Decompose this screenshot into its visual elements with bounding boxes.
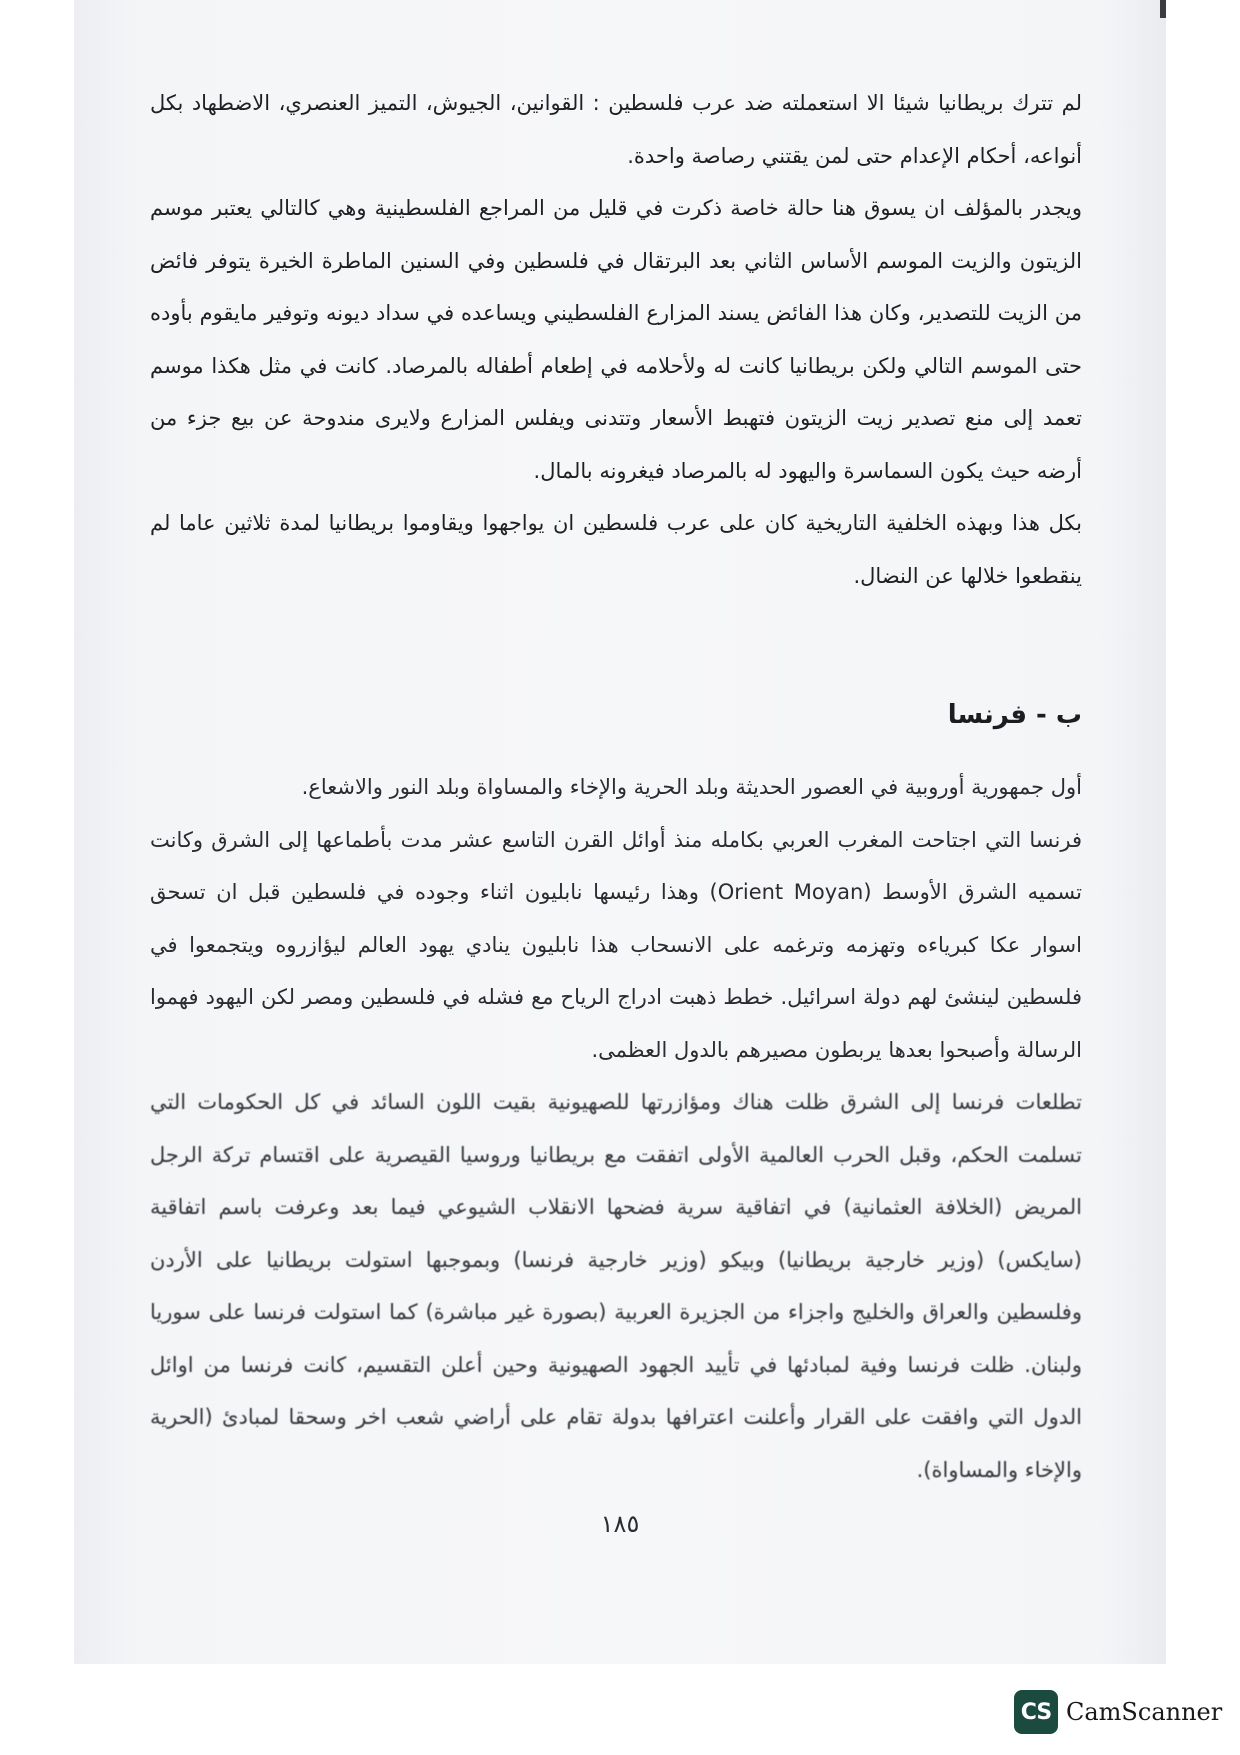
paragraph: أول جمهورية أوروبية في العصور الحديثة وبلد الحرية والإخاء والمساواة وبلد النور والاشعاع. bbox=[301, 775, 1082, 799]
paragraph: لم تترك بريطانيا شيئا الا استعملته ضد عرب فلسطين : القوانين، الجيوش، التميز العنصري، الاضطهاد بكل أنواعه، أحكام الإعدام حتى لمن يقتني رصاصة واحدة. bbox=[150, 91, 1082, 168]
paragraph: تطلعات فرنسا إلى الشرق ظلت هناك ومؤازرتها للصهيونية بقيت اللون السائد في كل الحكومات التي تسلمت الحكم، وقبل الحرب العالمية الأولى اتفقت مع بريطانيا وروسيا القيصرية على اقتسام تركة الرجل المريض (الخلافة العثمانية) في اتفاقية سرية فضحها الانقلاب الشيوعي فيما بعد وعرفت باسم اتفاقية (سايكس) (وزير خارجية بريطانيا) وبيكو (وزير خارجية فرنسا) وبموجبها استولت بريطانيا على الأردن وفلسطين والعراق والخليج واجزاء من الجزيرة العربية (بصورة غير مباشرة) كما استولت فرنسا على سوريا ولبنان. ظلت فرنسا وفية لمبادئها في تأييد الجهود الصهيونية وحين أعلن التقسيم، كانت فرنسا من اوائل الدول التي وافقت على القرار وأعلنت اعترافها بدولة تقام على أراضي شعب اخر وسحقا لمبادئ (الحرية والإخاء والمساواة). bbox=[150, 1090, 1082, 1482]
page-edge-shadow bbox=[1160, 0, 1166, 18]
camscanner-watermark bbox=[1014, 1690, 1222, 1734]
camscanner-logo-icon: CS bbox=[1014, 1690, 1058, 1734]
paragraph: فرنسا التي اجتاحت المغرب العربي بكامله منذ أوائل القرن التاسع عشر مدت بأطماعها إلى الشرق وكانت تسميه الشرق الأوسط (Orient Moyan) وهذا رئيسها نابليون اثناء وجوده في فلسطين قبل ان تسحق اسوار عكا كبرياءه وتهزمه وترغمه على الانسحاب هذا نابليون ينادي يهود العالم ليؤازروه ويتجمعوا في فلسطين لينشئ لهم دولة اسرائيل. خطط ذهبت ادراج الرياح مع فشله في فلسطين ومصر لكن اليهود فهموا الرسالة وأصبحوا بعدها يربطون مصيرهم بالدول العظمى. bbox=[150, 827, 1082, 1062]
paragraph: ويجدر بالمؤلف ان يسوق هنا حالة خاصة ذكرت في قليل من المراجع الفلسطينية وهي كالتالي يعتبر موسم الزيتون والزيت الموسم الأساس الثاني بعد البرتقال في فلسطين وفي السنين الماطرة الخيرة يتوفر فائض من الزيت للتصدير، وكان هذا الفائض يسند المزارع الفلسطيني ويساعده في سداد ديونه وتوفير مايقوم بأوده حتى الموسم التالي ولكن بريطانيا كانت له ولأحلامه في إطعام أطفاله بالمرصاد. كانت في مثل هكذا موسم تعمد إلى منع تصدير زيت الزيتون فتهبط الأسعار وتتدنى ويفلس المزارع ولايرى مندوحة عن بيع جزء من أرضه حيث يكون السماسرة واليهود له بالمرصاد فيغرونه بالمال. bbox=[150, 196, 1082, 483]
camscanner-label: CamScanner bbox=[1066, 1698, 1223, 1726]
body-text-top bbox=[150, 77, 1082, 602]
page-number: ١٨٥ bbox=[600, 1510, 640, 1538]
section-heading: ب - فرنسا bbox=[947, 700, 1082, 730]
body-text-bottom bbox=[150, 761, 1082, 1496]
paragraph: بكل هذا وبهذه الخلفية التاريخية كان على عرب فلسطين ان يواجهوا ويقاوموا بريطانيا لمدة ثلاثين عاما لم ينقطعوا خلالها عن النضال. bbox=[150, 511, 1082, 588]
